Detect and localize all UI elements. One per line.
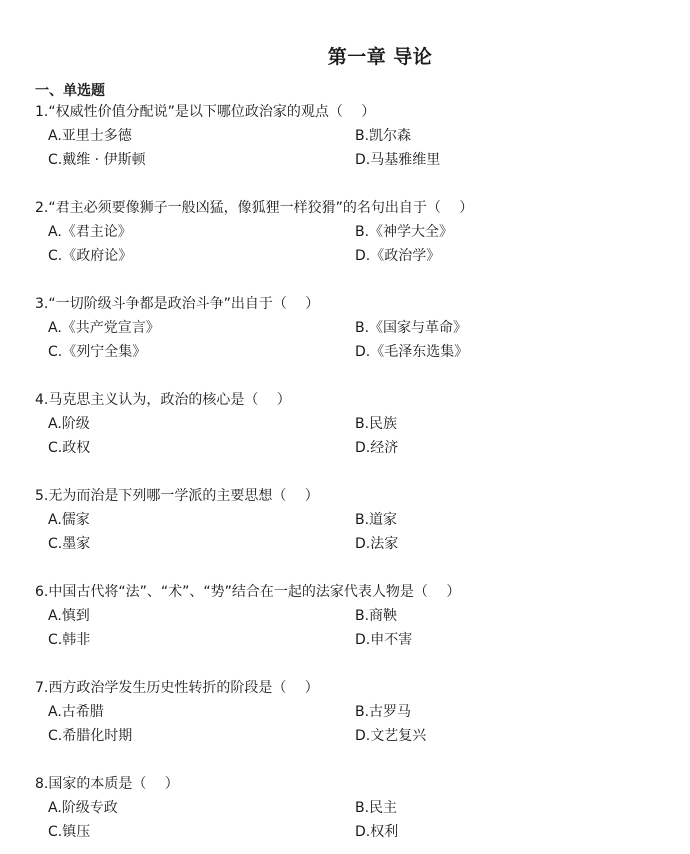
question-stem: 6.中国古代将“法”、“术”、“势”结合在一起的法家代表人物是（ ）	[35, 584, 461, 600]
option-d: D.权利	[355, 824, 399, 840]
option-c: C.希腊化时期	[48, 728, 133, 744]
option-d: D.文艺复兴	[355, 728, 427, 744]
option-a: A.阶级	[48, 416, 90, 432]
option-a: A.《共产党宣言》	[48, 320, 160, 336]
question-stem: 2.“君主必须要像狮子一般凶猛，像狐狸一样狡猾”的名句出自于（ ）	[35, 200, 474, 216]
option-a: A.古希腊	[48, 704, 104, 720]
section-heading: 一、单选题	[35, 83, 105, 99]
question-7	[0, 678, 690, 758]
option-b: B.商鞅	[355, 608, 398, 624]
question-stem: 4.马克思主义认为，政治的核心是（ ）	[35, 392, 291, 408]
option-a: A.儒家	[48, 512, 90, 528]
option-b: B.《神学大全》	[355, 224, 454, 240]
question-3	[0, 294, 690, 374]
question-stem: 1.“权威性价值分配说”是以下哪位政治家的观点（ ）	[35, 104, 376, 120]
question-1	[0, 102, 690, 182]
option-c: C.戴维 · 伊斯顿	[48, 152, 146, 168]
question-stem: 7.西方政治学发生历史性转折的阶段是（ ）	[35, 680, 319, 696]
option-c: C.韩非	[48, 632, 91, 648]
option-c: C.《列宁全集》	[48, 344, 147, 360]
option-c: C.镇压	[48, 824, 91, 840]
question-4	[0, 390, 690, 470]
question-5	[0, 486, 690, 566]
question-6	[0, 582, 690, 662]
question-stem: 5.无为而治是下列哪一学派的主要思想（ ）	[35, 488, 319, 504]
option-d: D.马基雅维里	[355, 152, 441, 168]
option-d: D.申不害	[355, 632, 413, 648]
option-c: C.政权	[48, 440, 91, 456]
option-b: B.民主	[355, 800, 398, 816]
option-a: A.慎到	[48, 608, 90, 624]
option-a: A.亚里士多德	[48, 128, 132, 144]
chapter-title: 第一章 导论	[327, 46, 433, 68]
option-b: B.凯尔森	[355, 128, 412, 144]
question-stem: 8.国家的本质是（ ）	[35, 776, 179, 792]
option-d: D.《毛泽东选集》	[355, 344, 469, 360]
option-d: D.《政治学》	[355, 248, 441, 264]
question-8	[0, 774, 690, 854]
option-d: D.经济	[355, 440, 399, 456]
option-b: B.古罗马	[355, 704, 412, 720]
question-stem: 3.“一切阶级斗争都是政治斗争”出自于（ ）	[35, 296, 320, 312]
option-b: B.《国家与革命》	[355, 320, 468, 336]
question-2	[0, 198, 690, 278]
option-d: D.法家	[355, 536, 399, 552]
option-c: C.墨家	[48, 536, 91, 552]
option-b: B.道家	[355, 512, 398, 528]
option-a: A.《君主论》	[48, 224, 132, 240]
option-b: B.民族	[355, 416, 398, 432]
option-c: C.《政府论》	[48, 248, 133, 264]
option-a: A.阶级专政	[48, 800, 118, 816]
